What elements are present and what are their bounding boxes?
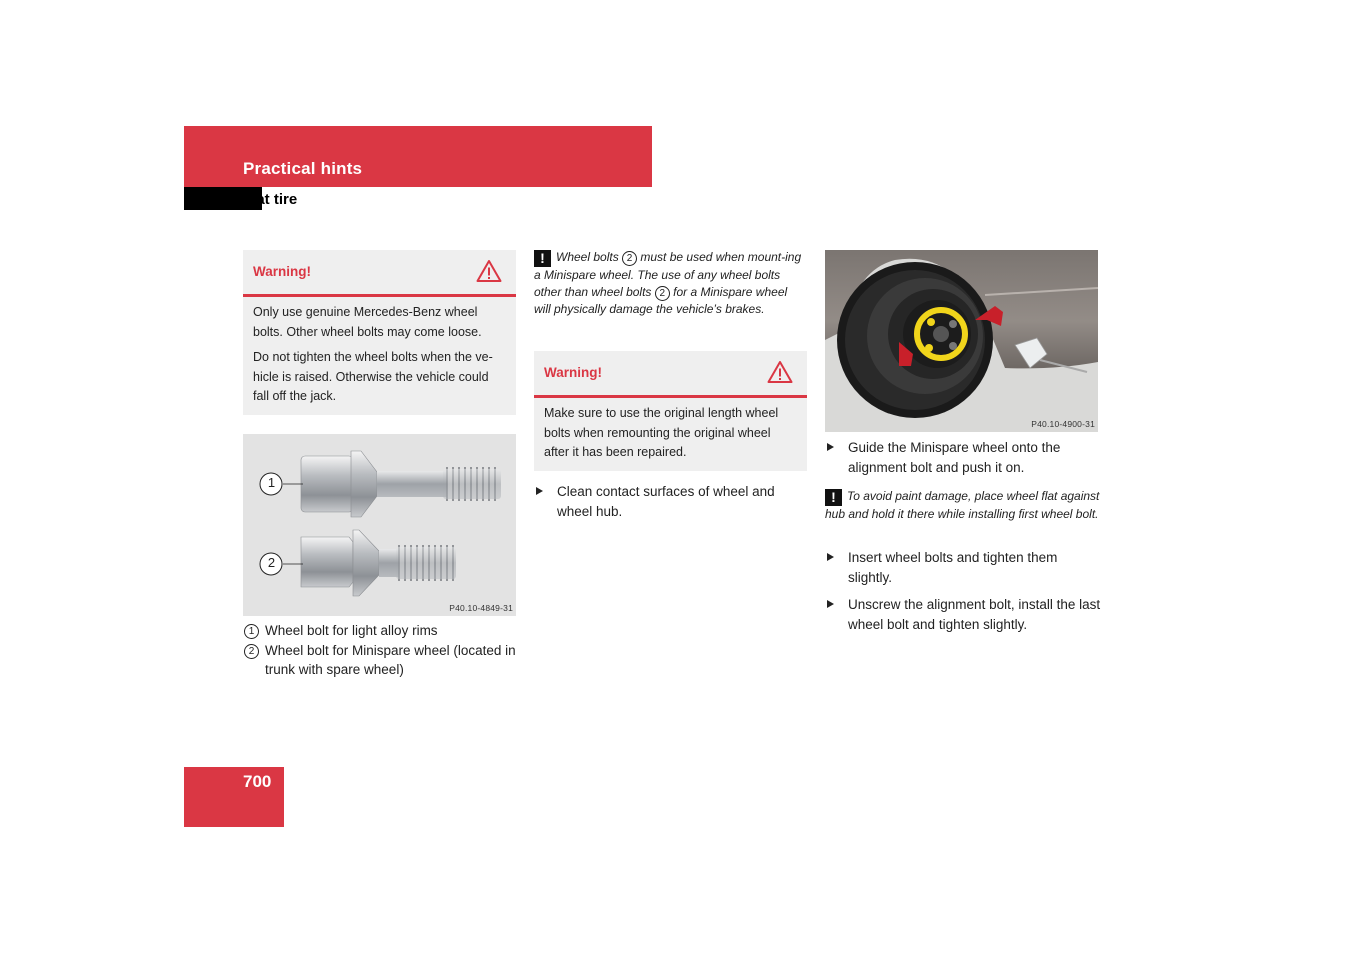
step-list (825, 438, 1105, 477)
wheel-bolts-illustration (243, 434, 516, 616)
warning-title: Warning! (253, 264, 311, 279)
caution-note-paint: ! To avoid paint damage, place wheel flat against hub and hold it there while installing first wheel bolt. (825, 489, 1100, 521)
step-list (825, 548, 1105, 634)
legend-text: Wheel bolt for light alloy rims (265, 623, 438, 638)
warning-triangle-icon (476, 259, 502, 283)
warning-box-length (534, 351, 807, 471)
step-item: Unscrew the alignment bolt, install the last wheel bolt and tighten slightly. (825, 595, 1105, 634)
section-title: Practical hints (243, 159, 363, 178)
exclamation-icon: ! (534, 250, 551, 267)
callout-label-1: 1 (267, 475, 276, 490)
warning-paragraph: Make sure to use the original length wheel bolts when remounting the original wheel after it has been repaired. (544, 406, 779, 459)
caution-note-bolts: ! Wheel bolts 2 must be used when mount-ing a Minispare wheel. The use of any wheel bolts other than wheel bolts 2 for a Minispare wheel will physically damage the vehicle’s brakes. (534, 250, 802, 316)
legend-number: 2 (244, 644, 259, 659)
legend-item (243, 621, 523, 641)
figure-code: P40.10-4849-31 (449, 603, 513, 613)
warning-body (243, 297, 516, 415)
bullet-arrow-icon (827, 443, 834, 451)
step-item: Clean contact surfaces of wheel and wheel hub. (534, 482, 807, 521)
reference-number: 2 (622, 251, 637, 266)
warning-box-bolts (243, 250, 516, 415)
warning-paragraph: Only use genuine Mercedes-Benz wheel bolts. Other wheel bolts may come loose. (253, 305, 482, 339)
warning-triangle-icon (767, 360, 793, 384)
exclamation-icon: ! (825, 489, 842, 506)
legend-number: 1 (244, 624, 259, 639)
warning-paragraph: Do not tighten the wheel bolts when the ve-hicle is raised. Otherwise the vehicle could fall off the jack. (253, 350, 493, 403)
warning-header (243, 250, 516, 297)
figure-legend (243, 621, 523, 680)
step-item: Insert wheel bolts and tighten them slightly. (825, 548, 1105, 587)
step-item: Guide the Minispare wheel onto the alignment bolt and push it on. (825, 438, 1105, 477)
wheel-bolts-figure (243, 434, 516, 616)
spare-wheel-figure (825, 250, 1098, 432)
bullet-arrow-icon (536, 487, 543, 495)
page-number: 700 (243, 772, 272, 791)
bullet-arrow-icon (827, 600, 834, 608)
bullet-arrow-icon (827, 553, 834, 561)
legend-text: Wheel bolt for Minispare wheel (located in trunk with spare wheel) (265, 642, 516, 677)
step-list (534, 482, 807, 521)
warning-body (534, 398, 807, 471)
warning-header (534, 351, 807, 398)
figure-code: P40.10-4900-31 (1031, 419, 1095, 429)
subsection-title: Flat tire (243, 191, 298, 208)
callout-label-2: 2 (267, 555, 276, 570)
legend-item (243, 641, 523, 680)
warning-title: Warning! (544, 365, 602, 380)
reference-number: 2 (655, 286, 670, 301)
spare-wheel-illustration (825, 250, 1098, 432)
